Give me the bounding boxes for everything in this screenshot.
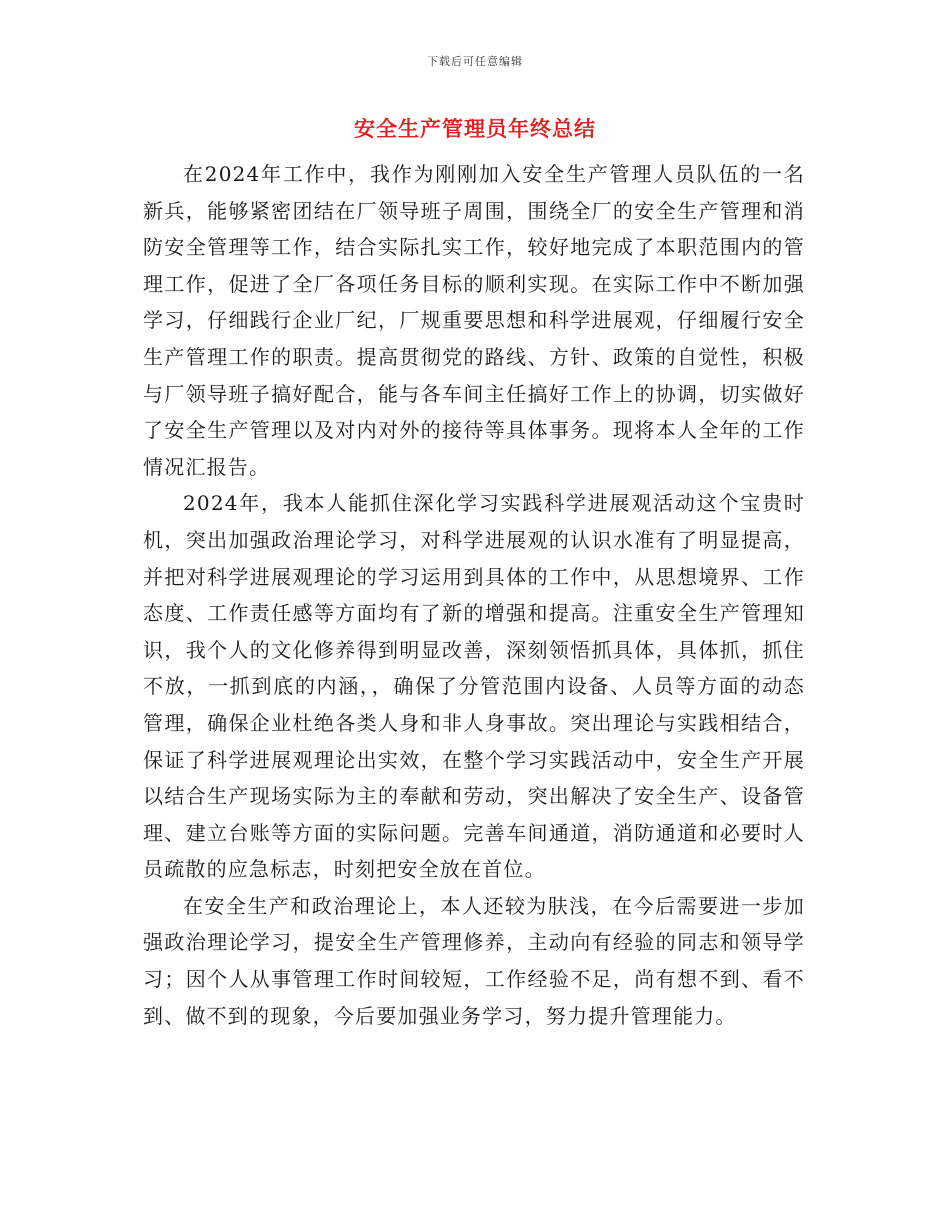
document-title: 安全生产管理员年终总结 (354, 116, 596, 141)
paragraph-3: 在安全生产和政治理论上，本人还较为肤浅，在今后需要进一步加强政治理论学习，提安全生产管理修养，主动向有经验的同志和领导学习；因个人从事管理工作时间较短，工作经验不足，尚有想不到、看不到、做不到的现象，今后要加强业务学习，努力提升管理能力。 (143, 893, 805, 1028)
document-body (143, 156, 805, 1034)
paragraph-1: 在2024年工作中，我作为刚刚加入安全生产管理人员队伍的一名新兵，能够紧密团结在厂领导班子周围，围绕全厂的安全生产管理和消防安全管理等工作，结合实际扎实工作，较好地完成了本职范围内的管理工作，促进了全厂各项任务目标的顺利实现。在实际工作中不断加强学习，仔细践行企业厂纪，厂规重要思想和科学进展观，仔细履行安全生产管理工作的职责。提高贯彻党的路线、方针、政策的自觉性，积极与厂领导班子搞好配合，能与各车间主任搞好工作上的协调，切实做好了安全生产管理以及对内对外的接待等具体事务。现将本人全年的工作情况汇报告。 (143, 162, 805, 479)
paragraph-2: 2024年，我本人能抓住深化学习实践科学进展观活动这个宝贵时机，突出加强政治理论学习，对科学进展观的认识水准有了明显提高，并把对科学进展观理论的学习运用到具体的工作中，从思想境界、工作态度、工作责任感等方面均有了新的增强和提高。注重安全生产管理知识，我个人的文化修养得到明显改善，深刻领悟抓具体，具体抓，抓住不放，一抓到底的内涵，，确保了分管范围内设备、人员等方面的动态管理，确保企业杜绝各类人身和非人身事故。突出理论与实践相结合，保证了科学进展观理论出实效，在整个学习实践活动中，安全生产开展以结合生产现场实际为主的奉献和劳动，突出解决了安全生产、设备管理、建立台账等方面的实际问题。完善车间通道，消防通道和必要时人员疏散的应急标志，时刻把安全放在首位。 (143, 491, 805, 882)
header-note: 下载后可任意编辑 (427, 55, 523, 68)
